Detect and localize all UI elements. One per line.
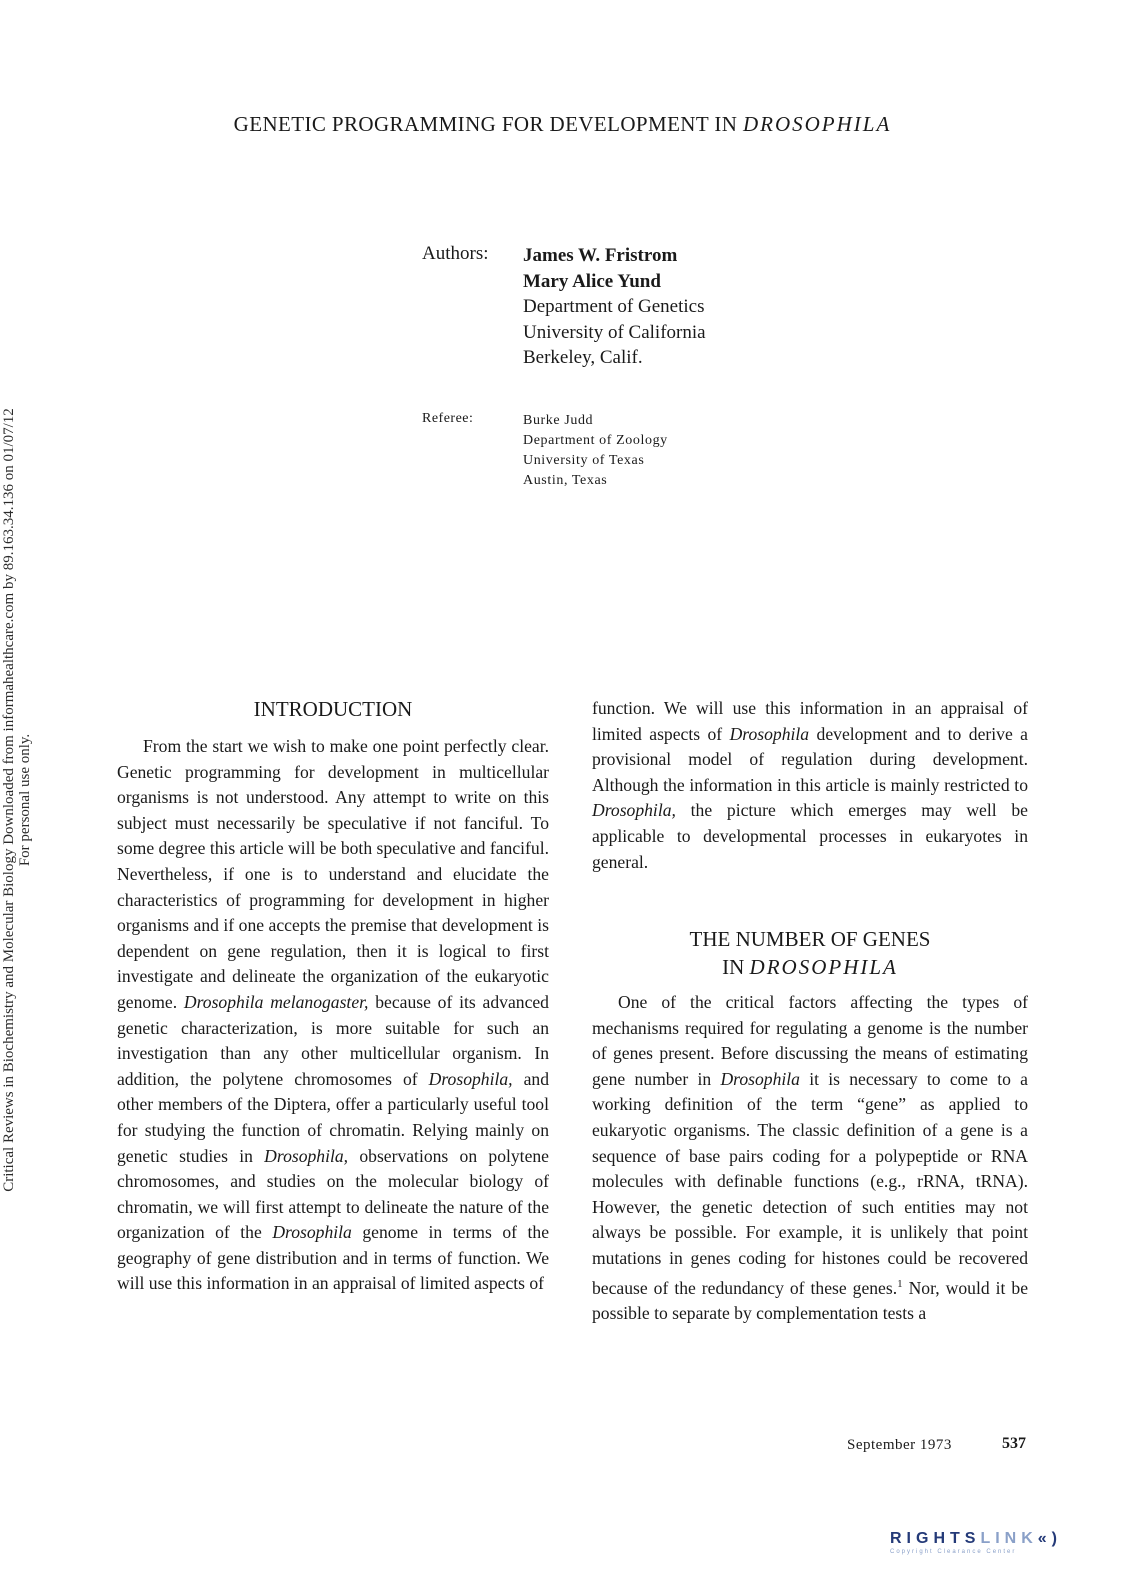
issue-date: September 1973 [847, 1437, 952, 1453]
title-prefix: GENETIC PROGRAMMING FOR DEVELOPMENT IN [233, 112, 743, 136]
text-run: observations on polytene chromosomes, and studies on the molecular biology of chromatin, we will first attempt to delineate the nature of the organization of the [117, 1145, 549, 1243]
text-run: Nor, would it be possible to separate by complementation tests a [592, 1277, 1028, 1323]
article-title [0, 112, 1125, 137]
download-watermark [1, 360, 33, 1240]
left-column [117, 734, 549, 1297]
number-of-genes-heading [592, 925, 1028, 981]
intro-paragraph-continued [592, 696, 1028, 875]
footnote-ref: 1 [897, 1277, 903, 1290]
referee-name: Burke Judd [523, 413, 594, 428]
italic-run: Drosophila [720, 1068, 800, 1089]
referee-block [523, 411, 668, 491]
genes-paragraph [592, 990, 1028, 1327]
italic-run: Drosophila [272, 1222, 352, 1243]
introduction-heading: INTRODUCTION [253, 697, 413, 721]
text-run: development and to derive a provisional model of regulation during development. Although the information in this article is mainly restricted to [592, 723, 1028, 795]
text-run: it is necessary to come to a working definition of the term “gene” as applied to eukaryotic organisms. The classic definition of a gene is a sequence of base pairs coding for a polypeptide or RNA molecules with definable functions (e.g., rRNA, tRNA). However, the genetic detection of such entities may not always be possible. For example, it is unlikely that point mutations in genes coding for histones could be recovered because of the redundancy of these genes. [592, 1068, 1028, 1298]
rightslink-logo [890, 1530, 1063, 1555]
italic-run: Drosophila, [264, 1145, 349, 1166]
italic-run: Drosophila [729, 723, 810, 744]
author-name: James W. Fristrom [523, 245, 678, 266]
authors-label: Authors: [422, 243, 489, 264]
rightslink-wordmark [890, 1530, 1063, 1548]
watermark-line-1: Critical Reviews in Biochemistry and Molecular Biology Downloaded from informahealthcare.com by 89.163.34.136 on 01/07/12 [1, 408, 17, 1192]
referee-department: Department of Zoology [523, 433, 668, 448]
heading-line-2-organism: DROSOPHILA [749, 955, 898, 979]
text-run: One of the critical factors affecting the types of mechanisms required for regulating a genome is the number of genes present. Before discussing the means of estimating gene number in [592, 992, 1028, 1089]
referee-city: Austin, Texas [523, 473, 608, 488]
referee-university: University of Texas [523, 453, 645, 468]
watermark-line-2: For personal use only. [17, 733, 33, 867]
author-city: Berkeley, Calif. [523, 347, 643, 368]
heading-line-2-prefix: IN [722, 955, 750, 979]
heading-line-1: THE NUMBER OF GENES [689, 927, 931, 951]
author-name: Mary Alice Yund [523, 270, 661, 292]
intro-paragraph [117, 734, 549, 1297]
italic-run: Drosophila, [592, 800, 676, 821]
text-run: genome in terms of the geography of gene distribution and in terms of function. We will use this information in an appraisal of limited aspects of [117, 1222, 550, 1294]
text-run: From the start we wish to make one point perfectly clear. Genetic programming for development in multicellular organisms is not understood. Any attempt to write on this subject must necessarily be speculative if not fanciful. To some degree this article will be both speculative and fanciful. Nevertheless, if one is to understand and elucidate the characteristics of programming for development in higher organisms and if one accepts the premise that development is dependent on gene regulation, then it is logical to first investigate and delineate the organization of the eukaryotic genome. [117, 736, 549, 1012]
text-run: because of its advanced genetic characterization, is more suitable for such an investigation than any other multicellular organism. In addition, the polytene chromosomes of [117, 991, 549, 1089]
author-department: Department of Genetics [523, 296, 705, 317]
wordmark-dark: RIGHTS [890, 1530, 981, 1547]
text-run: function. We will use this information in an appraisal of limited aspects of [592, 698, 1028, 744]
page-number: 537 [1002, 1435, 1026, 1452]
rightslink-tagline: Copyright Clearance Center [890, 1549, 1017, 1555]
author-university: University of California [523, 321, 706, 343]
referee-label: Referee: [422, 411, 474, 426]
wordmark-light: LINK [980, 1530, 1038, 1547]
right-column [592, 696, 1028, 875]
arrow-icon: «) [1037, 1530, 1063, 1547]
italic-run: Drosophila melanogaster, [183, 991, 369, 1012]
title-organism: DROSOPHILA [742, 112, 892, 136]
genes-section-body [592, 990, 1028, 1327]
text-run: and other members of the Diptera, offer a particularly useful tool for studying the function of chromatin. Relying mainly on genetic studies in [117, 1068, 549, 1166]
text-run: the picture which emerges may well be applicable to developmental processes in eukaryotes in general. [592, 800, 1028, 872]
authors-block [523, 243, 706, 371]
italic-run: Drosophila, [428, 1068, 513, 1089]
